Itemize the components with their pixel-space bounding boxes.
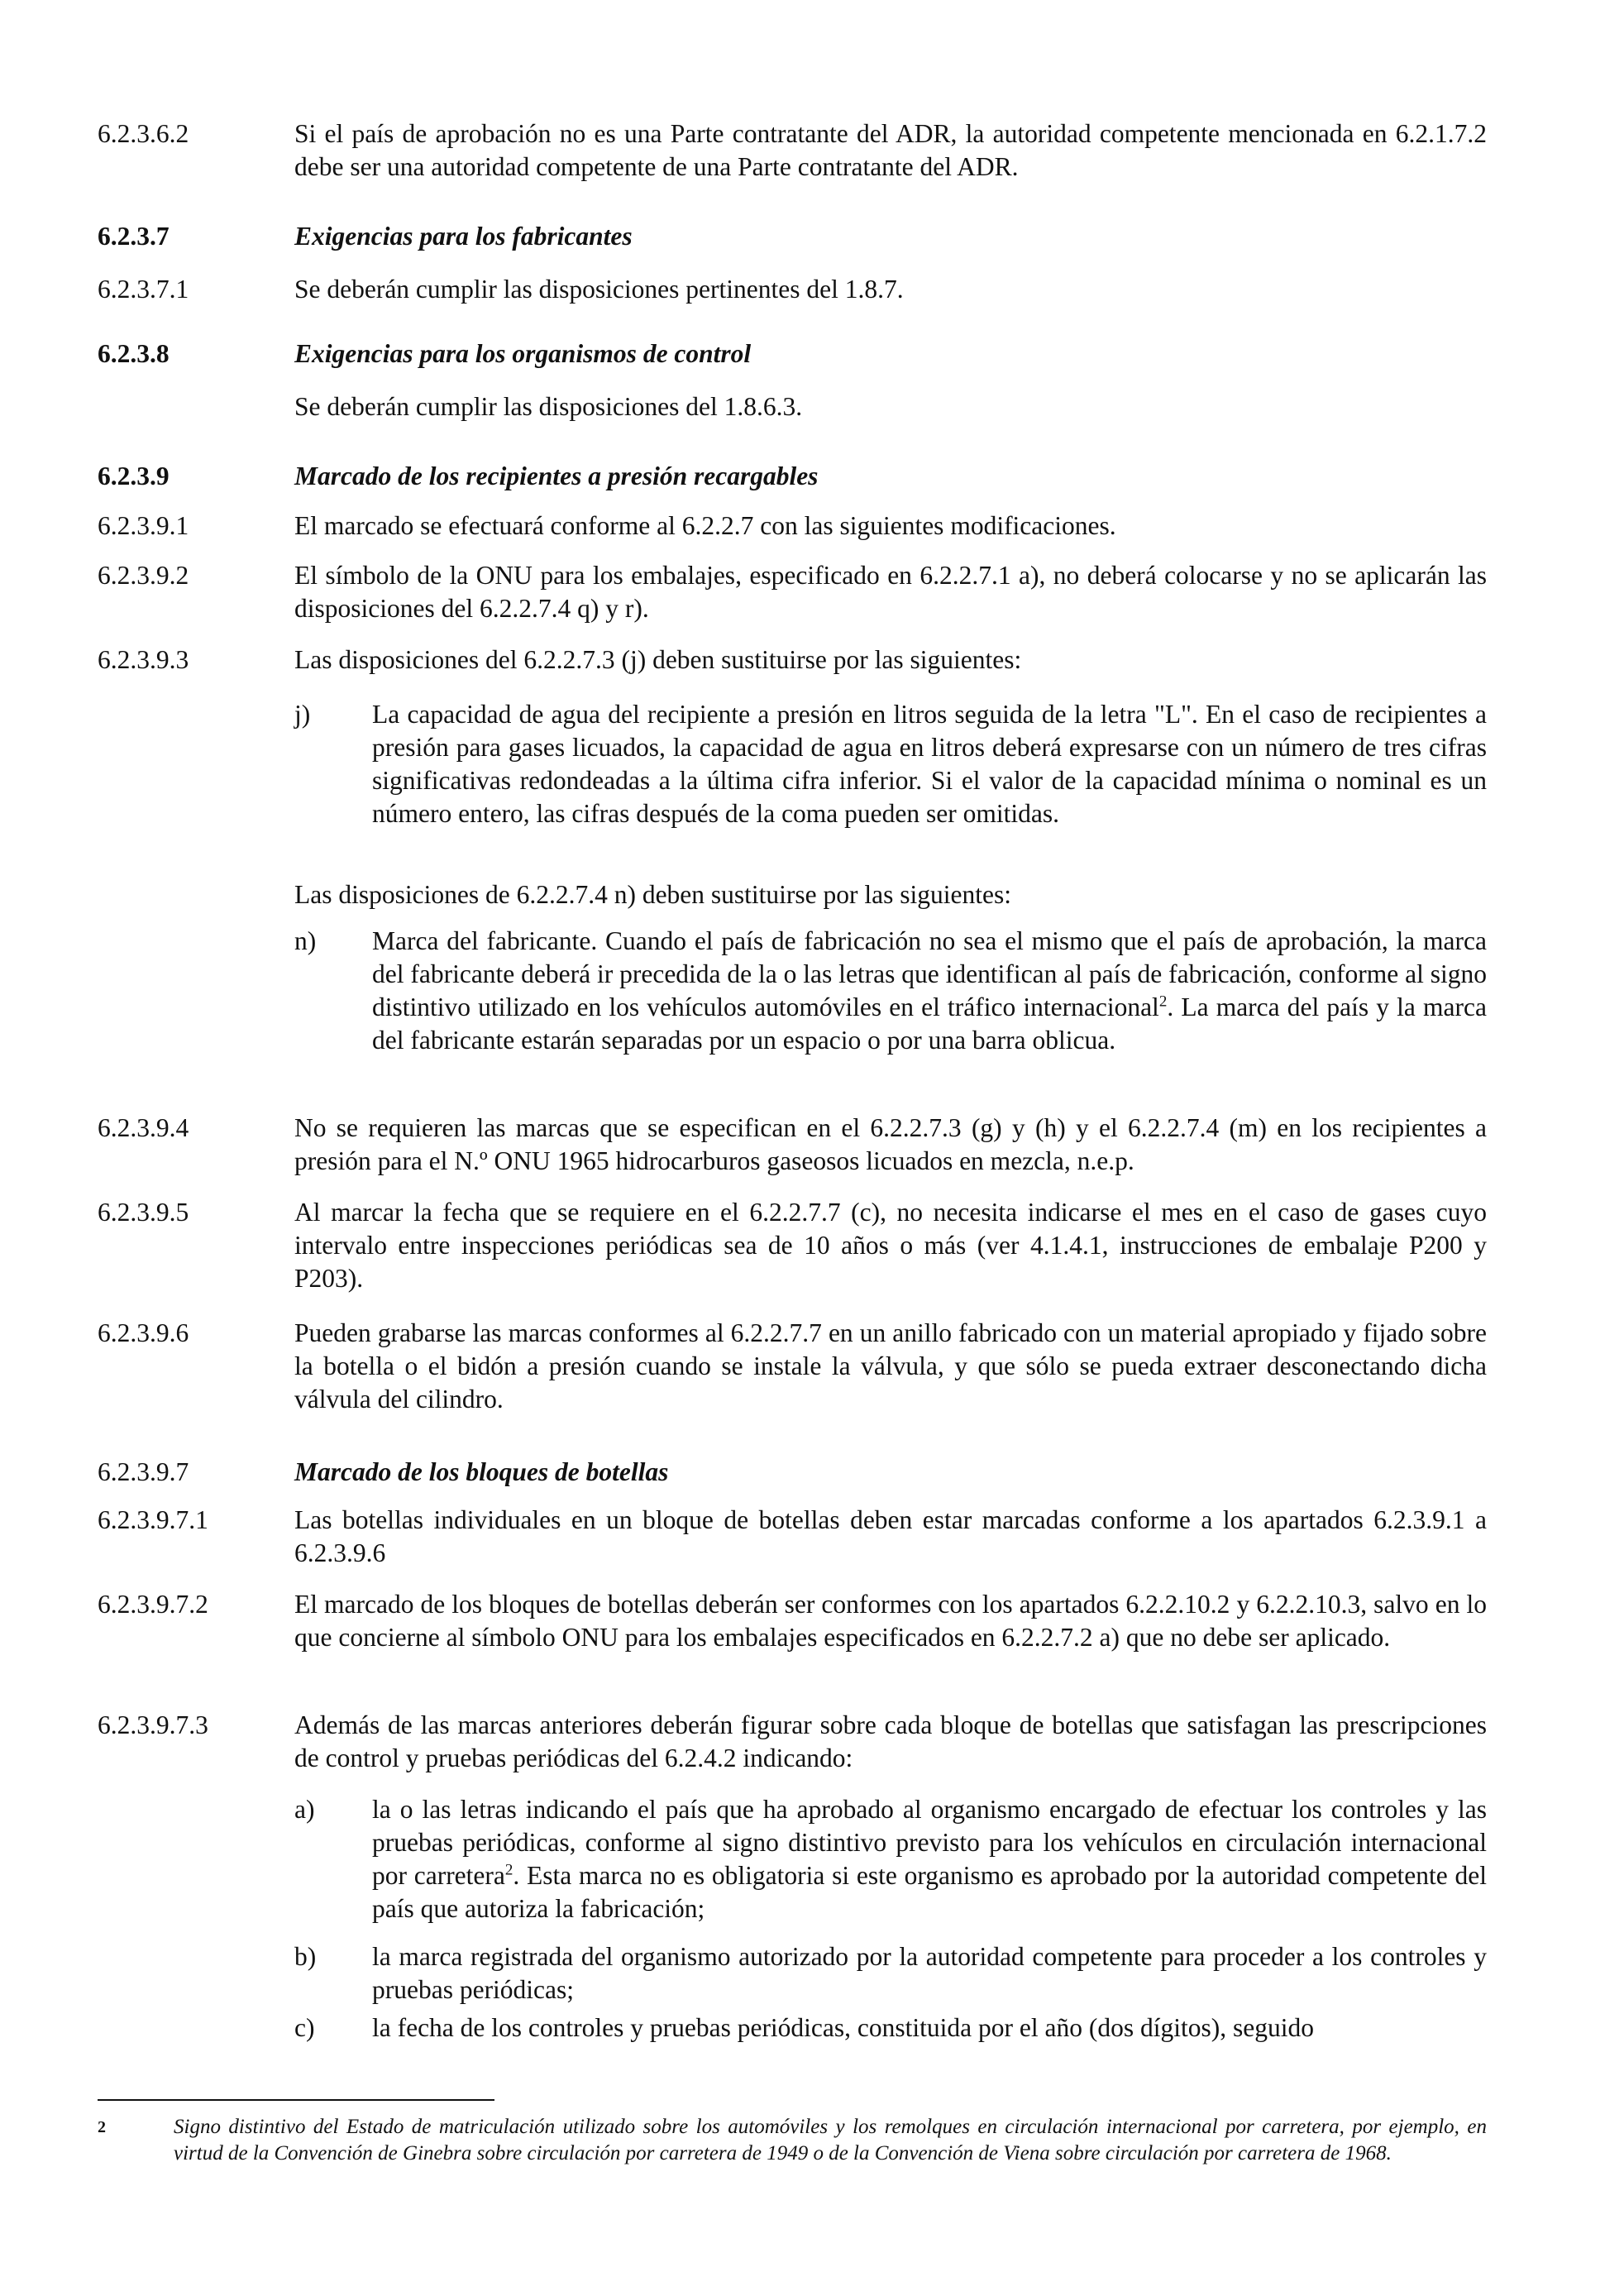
paragraph-text: Las botellas individuales en un bloque de botellas deben estar marcadas conforme a los apartados 6.2.3.9.1 a 6.2.3.9.6 (294, 1505, 1487, 1567)
paragraph-number: 6.2.3.9.5 (98, 1198, 189, 1227)
paragraph-6-2-3-9-5 (98, 1196, 1487, 1295)
paragraph-6-2-3-7-1 (98, 273, 1487, 306)
list-item-a (294, 1793, 1487, 1925)
heading-title: Marcado de los recipientes a presión recargables (294, 462, 819, 490)
paragraph-number: 6.2.3.9.6 (98, 1318, 189, 1347)
paragraph-text: Además de las marcas anteriores deberán figurar sobre cada bloque de botellas que satisfagan las prescripciones de control y pruebas periódicas del 6.2.4.2 indicando: (294, 1710, 1487, 1772)
paragraph-6-2-3-9-6 (98, 1317, 1487, 1416)
paragraph-6-2-3-9-1 (98, 509, 1487, 543)
list-item-c (294, 2011, 1487, 2045)
paragraph-text: El marcado se efectuará conforme al 6.2.2.7 con las siguientes modificaciones. (294, 511, 1116, 540)
heading-6-2-3-9 (98, 460, 1487, 493)
heading-title: Exigencias para los organismos de control (294, 339, 752, 368)
paragraph-text: Al marcar la fecha que se requiere en el 6.2.2.7.7 (c), no necesita indicarse el mes en el caso de gases cuyo intervalo entre inspecciones periódicas sea de 10 años o más (ver 4.1.4.1, instrucciones de embalaje P200 y P203). (294, 1198, 1487, 1293)
paragraph-substitution-n (294, 878, 1487, 911)
heading-6-2-3-8 (98, 337, 1487, 371)
heading-number: 6.2.3.7 (98, 222, 170, 251)
list-item-text: la fecha de los controles y pruebas periódicas, constituida por el año (dos dígitos), seguido (372, 2013, 1314, 2042)
heading-number: 6.2.3.9 (98, 462, 170, 490)
paragraph-text: El marcado de los bloques de botellas deberán ser conformes con los apartados 6.2.2.10.2 y 6.2.2.10.3, salvo en lo que concierne al símbolo ONU para los embalajes especificados en 6.2.2.7.2 a) que no debe ser aplicado. (294, 1590, 1487, 1652)
footnote-text: Signo distintivo del Estado de matriculación utilizado sobre los automóviles y los remolques en circulación internacional por carretera, por ejemplo, en virtud de la Convención de Ginebra sobre circulación por carretera de 1949 o de la Convención de Viena sobre circulación por carretera de 1968. (174, 2116, 1487, 2164)
list-item-b (294, 1940, 1487, 2007)
paragraph-number: 6.2.3.7.1 (98, 275, 189, 304)
paragraph-text: Si el país de aprobación no es una Parte contratante del ADR, la autoridad competente mencionada en 6.2.1.7.2 debe ser una autoridad competente de una Parte contratante del ADR. (294, 119, 1487, 181)
heading-title: Marcado de los bloques de botellas (294, 1457, 669, 1486)
paragraph-text: Pueden grabarse las marcas conformes al 6.2.2.7.7 en un anillo fabricado con un material apropiado y fijado sobre la botella o el bidón a presión cuando se instale la válvula, y que sólo se pueda extraer desconectando dicha válvula del cilindro. (294, 1318, 1487, 1413)
footnote-reference: 2 (1158, 993, 1168, 1011)
list-item-letter: j) (294, 700, 311, 729)
list-item-text: la o las letras indicando el país que ha aprobado al organismo encargado de efectuar los controles y las pruebas periódicas, conforme al signo distintivo previsto para los vehículos en circulación internacional por carretera$^2$. Esta marca no es obligatoria si este organismo es aprobado por la autoridad competente del país que autoriza la fabricación; (372, 1795, 1488, 1923)
footnote (98, 2114, 1487, 2167)
heading-6-2-3-9-7 (98, 1456, 1487, 1489)
paragraph-6-2-3-9-7-1 (98, 1504, 1487, 1570)
paragraph-6-2-3-9-3 (98, 643, 1487, 677)
paragraph-text: Las disposiciones del 6.2.2.7.3 (j) deben sustituirse por las siguientes: (294, 645, 1022, 674)
list-item-n (294, 925, 1487, 1057)
footnote-reference: 2 (504, 1861, 513, 1879)
paragraph-number: 6.2.3.9.4 (98, 1113, 189, 1142)
paragraph-number: 6.2.3.6.2 (98, 119, 189, 148)
paragraph-number: 6.2.3.9.1 (98, 511, 189, 540)
list-item-letter: c) (294, 2013, 315, 2042)
paragraph-number: 6.2.3.9.7.1 (98, 1505, 208, 1534)
heading-number: 6.2.3.8 (98, 339, 170, 368)
list-item-j (294, 698, 1487, 830)
list-item-letter: n) (294, 926, 317, 955)
paragraph-6-2-3-9-7-3 (98, 1709, 1487, 1775)
paragraph-number: 6.2.3.9.7.3 (98, 1710, 208, 1739)
paragraph-6-2-3-9-7-2 (98, 1588, 1487, 1654)
paragraph-number: 6.2.3.9.3 (98, 645, 189, 674)
list-item-letter: a) (294, 1795, 315, 1824)
list-item-text: La capacidad de agua del recipiente a presión en litros seguida de la letra "L". En el caso de recipientes a presión para gases licuados, la capacidad de agua en litros deberá expresarse con un número de tres cifras significativas redondeadas a la última cifra inferior. Si el valor de la capacidad mínima o nominal es un número entero, las cifras después de la coma pueden ser omitidas. (372, 700, 1487, 828)
paragraph-number: 6.2.3.9.2 (98, 561, 189, 590)
paragraph-text: Se deberán cumplir las disposiciones del 1.8.6.3. (294, 392, 803, 421)
paragraph-text: Las disposiciones de 6.2.2.7.4 n) deben sustituirse por las siguientes: (294, 880, 1012, 909)
list-item-letter: b) (294, 1942, 317, 1971)
heading-6-2-3-7 (98, 220, 1487, 253)
paragraph-text: El símbolo de la ONU para los embalajes, especificado en 6.2.2.7.1 a), no deberá colocarse y no se aplicarán las disposiciones del 6.2.2.7.4 q) y r). (294, 561, 1487, 623)
paragraph-6-2-3-8-text (98, 390, 1487, 423)
paragraph-6-2-3-6-2 (98, 117, 1487, 184)
paragraph-text: No se requieren las marcas que se especifican en el 6.2.2.7.3 (g) y (h) y el 6.2.2.7.4 (m) en los recipientes a presión para el N.º ONU 1965 hidrocarburos gaseosos licuados en mezcla, n.e.p. (294, 1113, 1487, 1175)
list-item-text: Marca del fabricante. Cuando el país de fabricación no sea el mismo que el país de aprobación, la marca del fabricante deberá ir precedida de la o las letras que identifican al país de fabricación, conforme al signo distintivo utilizado en los vehículos automóviles en el tráfico internacional$^2$. La marca del país y la marca del fabricante estarán separadas por un espacio o por una barra oblicua. (372, 926, 1487, 1055)
paragraph-6-2-3-9-2 (98, 559, 1487, 625)
heading-title: Exigencias para los fabricantes (294, 222, 633, 251)
footnote-separator (98, 2099, 494, 2101)
list-item-text: la marca registrada del organismo autorizado por la autoridad competente para proceder a los controles y pruebas periódicas; (372, 1942, 1487, 2004)
heading-number: 6.2.3.9.7 (98, 1457, 189, 1486)
paragraph-number: 6.2.3.9.7.2 (98, 1590, 208, 1619)
paragraph-6-2-3-9-4 (98, 1112, 1487, 1178)
paragraph-text: Se deberán cumplir las disposiciones pertinentes del 1.8.7. (294, 275, 904, 304)
footnote-number: 2 (98, 2118, 106, 2136)
